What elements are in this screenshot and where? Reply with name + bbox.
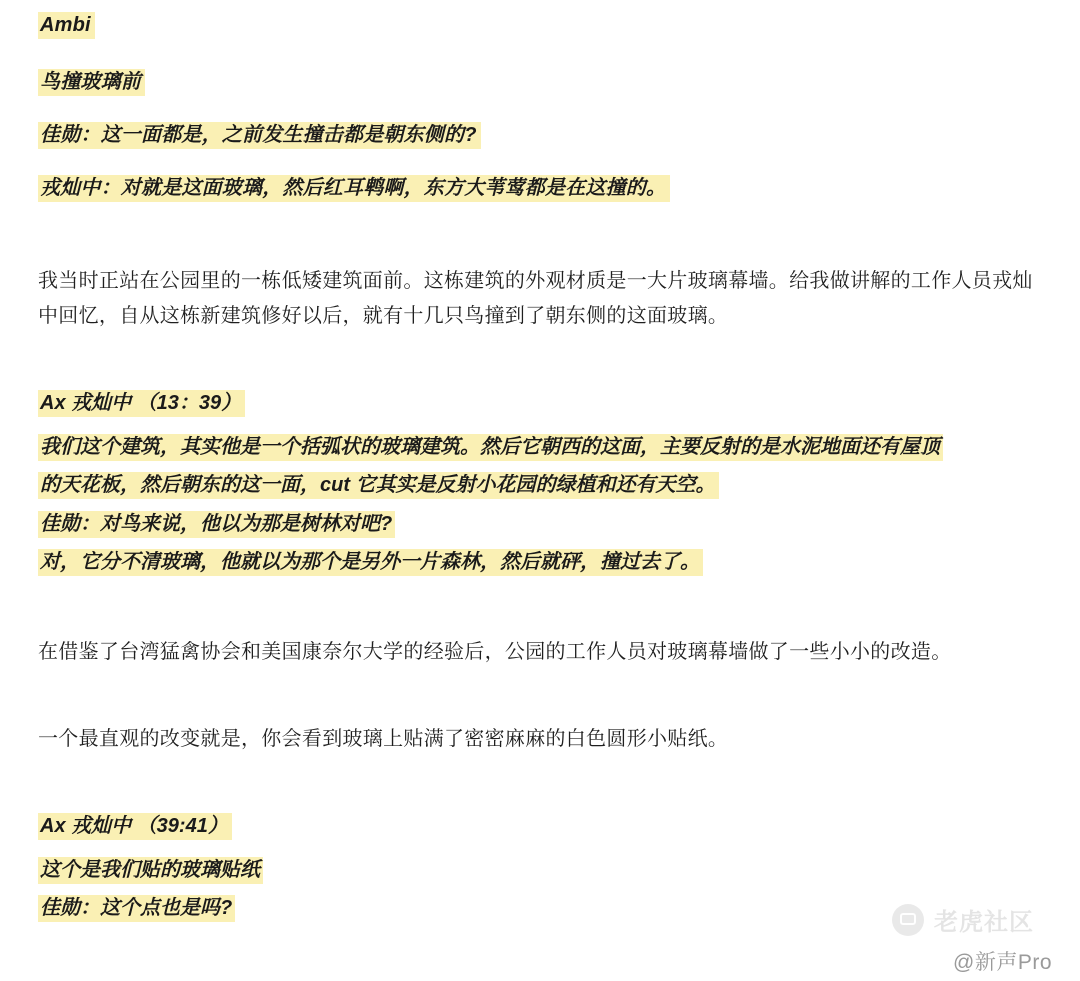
quote-block-1 [38,386,1050,579]
intro-line-birdstrike-text: 鸟撞玻璃前 [38,69,145,96]
page-left-margin [0,0,6,981]
spacer-after-paragraph-3 [38,757,1050,809]
quote-1-line-3-text: 佳勋：对鸟来说，他以为那是树林对吧? [38,511,395,538]
quote-1-speaker-text: Ax 戎灿中 （13：39） [38,390,245,417]
intro-highlight-block [38,10,1050,204]
quote-1-line-4 [38,546,1050,578]
spacer-after-paragraph-2 [38,670,1050,722]
quote-1-speaker [38,386,1050,415]
spacer-after-intro [38,226,1050,264]
quote-2-speaker [38,809,1050,838]
quote-1-line-3 [38,508,1050,540]
quote-2-speaker-text: Ax 戎灿中 （39:41） [38,813,232,840]
quote-2-line-1 [38,854,1050,886]
spacer-after-quote-1 [38,597,1050,635]
intro-line-rongcanzhong-answer-text: 戎灿中：对就是这面玻璃，然后红耳鹎啊，东方大苇莺都是在这撞的。 [38,175,670,202]
intro-line-jiaxun-question [38,120,1050,151]
quote-1-line-4-text: 对，它分不清玻璃，他就以为那个是另外一片森林，然后就砰，撞过去了。 [38,549,703,576]
spacer-after-paragraph-1 [38,334,1050,386]
intro-line-ambi-text: Ambi [38,12,95,39]
quote-block-2 [38,809,1050,925]
quote-1-lines [38,431,1050,579]
quote-2-line-2 [38,892,1050,924]
watermark-brand: @新声Pro [953,951,1052,974]
intro-line-jiaxun-question-text: 佳勋：这一面都是，之前发生撞击都是朝东侧的? [38,122,481,149]
narrative-paragraph-3: 一个最直观的改变就是，你会看到玻璃上贴满了密密麻麻的白色圆形小贴纸。 [38,727,729,750]
narrative-paragraph-2: 在借鉴了台湾猛禽协会和美国康奈尔大学的经验后，公园的工作人员对玻璃幕墙做了一些小小的改造。 [38,640,952,663]
quote-1-line-1 [38,431,1050,463]
quote-1-line-2-text: 的天花板，然后朝东的这一面，cut 它其实是反射小花园的绿植和还有天空。 [38,472,719,499]
intro-line-birdstrike [38,67,1050,98]
watermark-community-label: 老虎社区 [934,909,1034,936]
narrative-paragraph-1: 我当时正站在公园里的一栋低矮建筑面前。这栋建筑的外观材质是一大片玻璃幕墙。给我做讲解的工作人员戎灿中回忆，自从这栋新建筑修好以后，就有十几只鸟撞到了朝东侧的这面玻璃。 [38,270,1033,327]
quote-2-lines [38,854,1050,925]
quote-2-line-1-text: 这个是我们贴的玻璃贴纸 [38,857,263,884]
intro-line-rongcanzhong-answer [38,173,1050,204]
quote-2-line-2-text: 佳勋：这个点也是吗? [38,895,235,922]
quote-1-line-2 [38,469,1050,501]
quote-1-line-1-text: 我们这个建筑，其实他是一个括弧状的玻璃建筑。然后它朝西的这面，主要反射的是水泥地面还有屋顶 [38,434,943,461]
intro-line-ambi [38,10,1050,41]
